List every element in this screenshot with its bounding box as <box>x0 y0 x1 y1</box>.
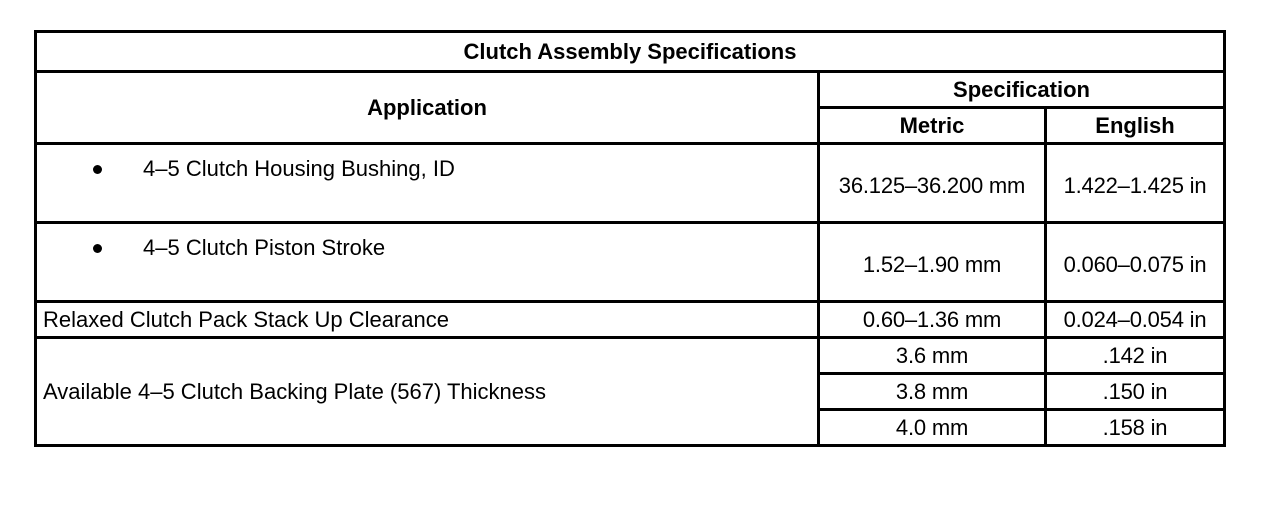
application-label: 4–5 Clutch Housing Bushing, ID <box>143 156 455 181</box>
specification-header: Specification <box>819 72 1225 108</box>
metric-value: 3.6 mm <box>819 338 1046 374</box>
bullet-icon <box>93 165 102 174</box>
table-row <box>36 223 1225 302</box>
english-value: 0.024–0.054 in <box>1046 302 1225 338</box>
metric-header: Metric <box>819 108 1046 144</box>
english-value: .158 in <box>1046 410 1225 446</box>
english-header: English <box>1046 108 1225 144</box>
english-value: .150 in <box>1046 374 1225 410</box>
english-value: 0.060–0.075 in <box>1046 223 1225 302</box>
table-title-row <box>36 32 1225 72</box>
table-title: Clutch Assembly Specifications <box>36 32 1225 72</box>
metric-value: 4.0 mm <box>819 410 1046 446</box>
table-row <box>36 302 1225 338</box>
bullet-icon <box>93 244 102 253</box>
header-row <box>36 72 1225 108</box>
english-value: .142 in <box>1046 338 1225 374</box>
metric-value: 0.60–1.36 mm <box>819 302 1046 338</box>
application-header: Application <box>36 72 819 144</box>
table-row <box>36 338 1225 374</box>
metric-value: 36.125–36.200 mm <box>819 144 1046 223</box>
clutch-spec-table <box>34 30 1226 447</box>
table-row <box>36 144 1225 223</box>
metric-value: 3.8 mm <box>819 374 1046 410</box>
application-cell <box>36 144 819 223</box>
metric-value: 1.52–1.90 mm <box>819 223 1046 302</box>
english-value: 1.422–1.425 in <box>1046 144 1225 223</box>
application-label: 4–5 Clutch Piston Stroke <box>143 235 386 260</box>
application-cell <box>36 223 819 302</box>
application-label: Relaxed Clutch Pack Stack Up Clearance <box>36 302 819 338</box>
application-label: Available 4–5 Clutch Backing Plate (567) Thickness <box>36 338 819 446</box>
